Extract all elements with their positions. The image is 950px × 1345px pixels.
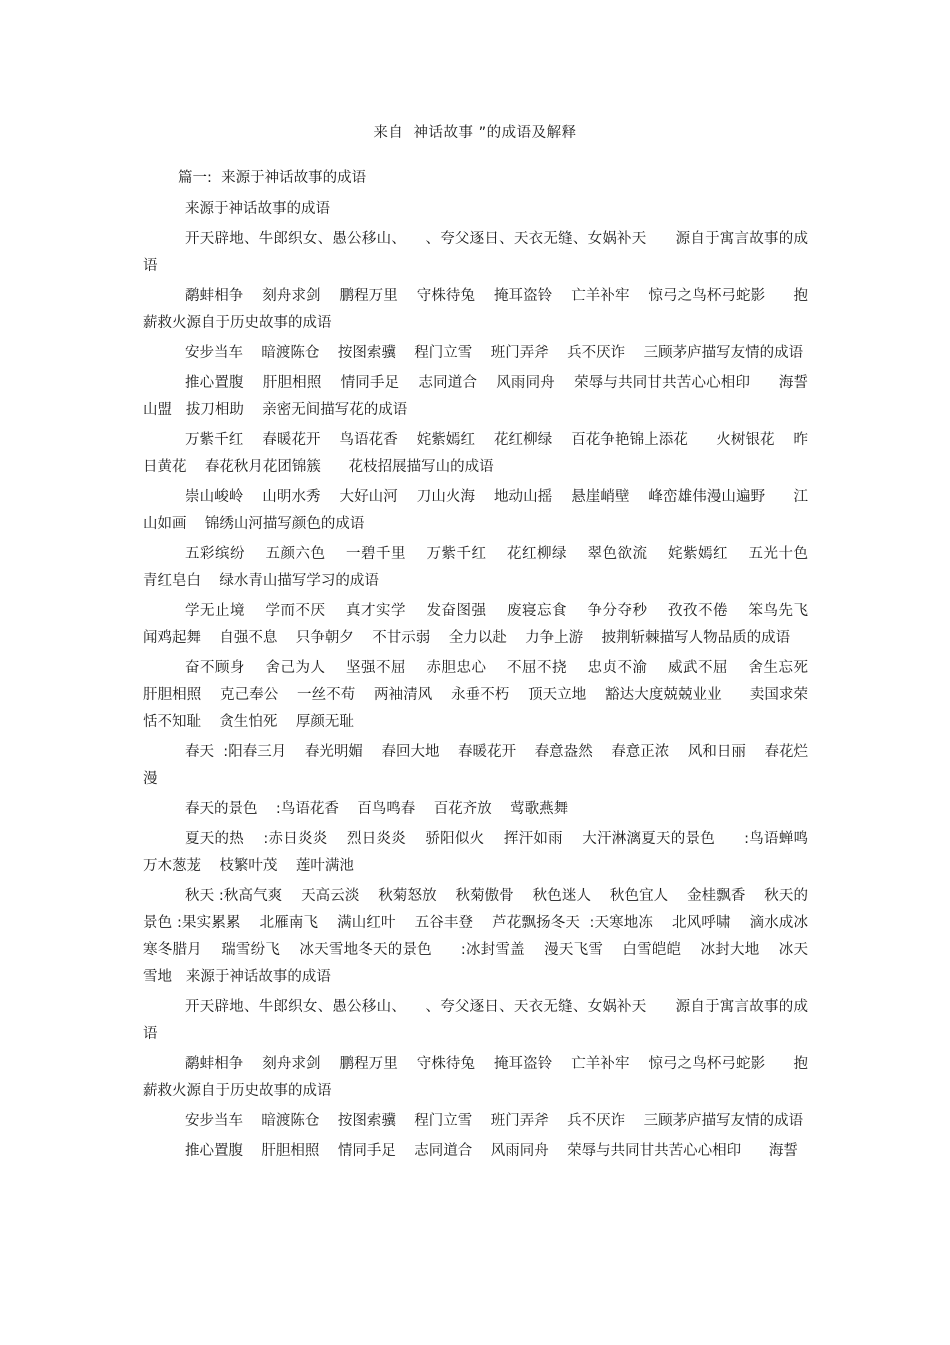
document-body	[143, 196, 827, 1168]
paragraph: 来源于神话故事的成语	[185, 201, 330, 217]
paragraph: 秋天 :秋高气爽 天高云淡 秋菊怒放 秋菊傲骨 秋色迷人 秋色宜人 金桂飘香 秋天的景色 :果实累累 北雁南飞 满山红叶 五谷丰登 芦花飘扬冬天 :天寒地冻 北风呼啸 滴水成冰 寒冬腊月 瑞雪纷飞 冰天雪地冬天的景色 :冰封雪盖 漫天飞雪 白雪皑皑 冰封大地 冰天雪地 来源于神话故事的成语	[143, 888, 827, 985]
paragraph: 鹬蚌相争 刻舟求剑 鹏程万里 守株待兔 掩耳盗铃 亡羊补牢 惊弓之鸟杯弓蛇影 抱薪救火源自于历史故事的成语	[143, 288, 808, 331]
paragraph: 安步当车 暗渡陈仓 按图索骥 程门立雪 班门弄斧 兵不厌诈 三顾茅庐描写友情的成语	[185, 1113, 804, 1129]
paragraph: 万紫千红 春暖花开 鸟语花香 姹紫嫣红 花红柳绿 百花争艳锦上添花 火树银花 昨日黄花 春花秋月花团锦簇 花枝招展描写山的成语	[143, 432, 808, 475]
paragraph: 春天的景色 :鸟语花香 百鸟鸣春 百花齐放 莺歌燕舞	[185, 801, 569, 817]
document-title: 来自 神话故事 ”的成语及解释	[373, 125, 577, 141]
paragraph: 推心置腹 肝胆相照 情同手足 志同道合 风雨同舟 荣辱与共同甘共苦心心相印 海誓山盟 拔刀相助 亲密无间描写花的成语	[143, 375, 808, 418]
paragraph: 推心置腹 肝胆相照 情同手足 志同道合 风雨同舟 荣辱与共同甘共苦心心相印 海誓	[185, 1143, 798, 1159]
paragraph: 春天 :阳春三月 春光明媚 春回大地 春暖花开 春意盎然 春意正浓 风和日丽 春花烂漫	[143, 744, 808, 787]
paragraph: 夏天的热 :赤日炎炎 烈日炎炎 骄阳似火 挥汗如雨 大汗淋漓夏天的景色 :鸟语蝉鸣 万木葱茏 枝繁叶茂 莲叶满池	[143, 831, 827, 874]
paragraph: 开天辟地、牛郎织女、愚公移山、 、夸父逐日、天衣无缝、女娲补天 源自于寓言故事的成语	[143, 999, 808, 1042]
section-heading: 篇一: 来源于神话故事的成语	[178, 170, 367, 186]
paragraph: 五彩缤纷 五颜六色 一碧千里 万紫千红 花红柳绿 翠色欲流 姹紫嫣红 五光十色 青红皂白 绿水青山描写学习的成语	[143, 546, 827, 589]
paragraph: 开天辟地、牛郎织女、愚公移山、 、夸父逐日、天衣无缝、女娲补天 源自于寓言故事的成语	[143, 231, 808, 274]
paragraph: 安步当车 暗渡陈仓 按图索骥 程门立雪 班门弄斧 兵不厌诈 三顾茅庐描写友情的成语	[185, 345, 804, 361]
paragraph: 鹬蚌相争 刻舟求剑 鹏程万里 守株待兔 掩耳盗铃 亡羊补牢 惊弓之鸟杯弓蛇影 抱薪救火源自于历史故事的成语	[143, 1056, 808, 1099]
paragraph: 崇山峻岭 山明水秀 大好山河 刀山火海 地动山摇 悬崖峭壁 峰峦雄伟漫山遍野 江山如画 锦绣山河描写颜色的成语	[143, 489, 808, 532]
paragraph: 学无止境 学而不厌 真才实学 发奋图强 废寝忘食 争分夺秒 孜孜不倦 笨鸟先飞 闻鸡起舞 自强不息 只争朝夕 不甘示弱 全力以赴 力争上游 披荆斩棘描写人物品质的成语	[143, 603, 827, 646]
paragraph: 奋不顾身 舍己为人 坚强不屈 赤胆忠心 不屈不挠 忠贞不渝 威武不屈 舍生忘死 肝胆相照 克己奉公 一丝不苟 两袖清风 永垂不朽 顶天立地 豁达大度兢兢业业 卖国求荣 恬不知耻 贪生怕死 厚颜无耻	[143, 660, 827, 730]
